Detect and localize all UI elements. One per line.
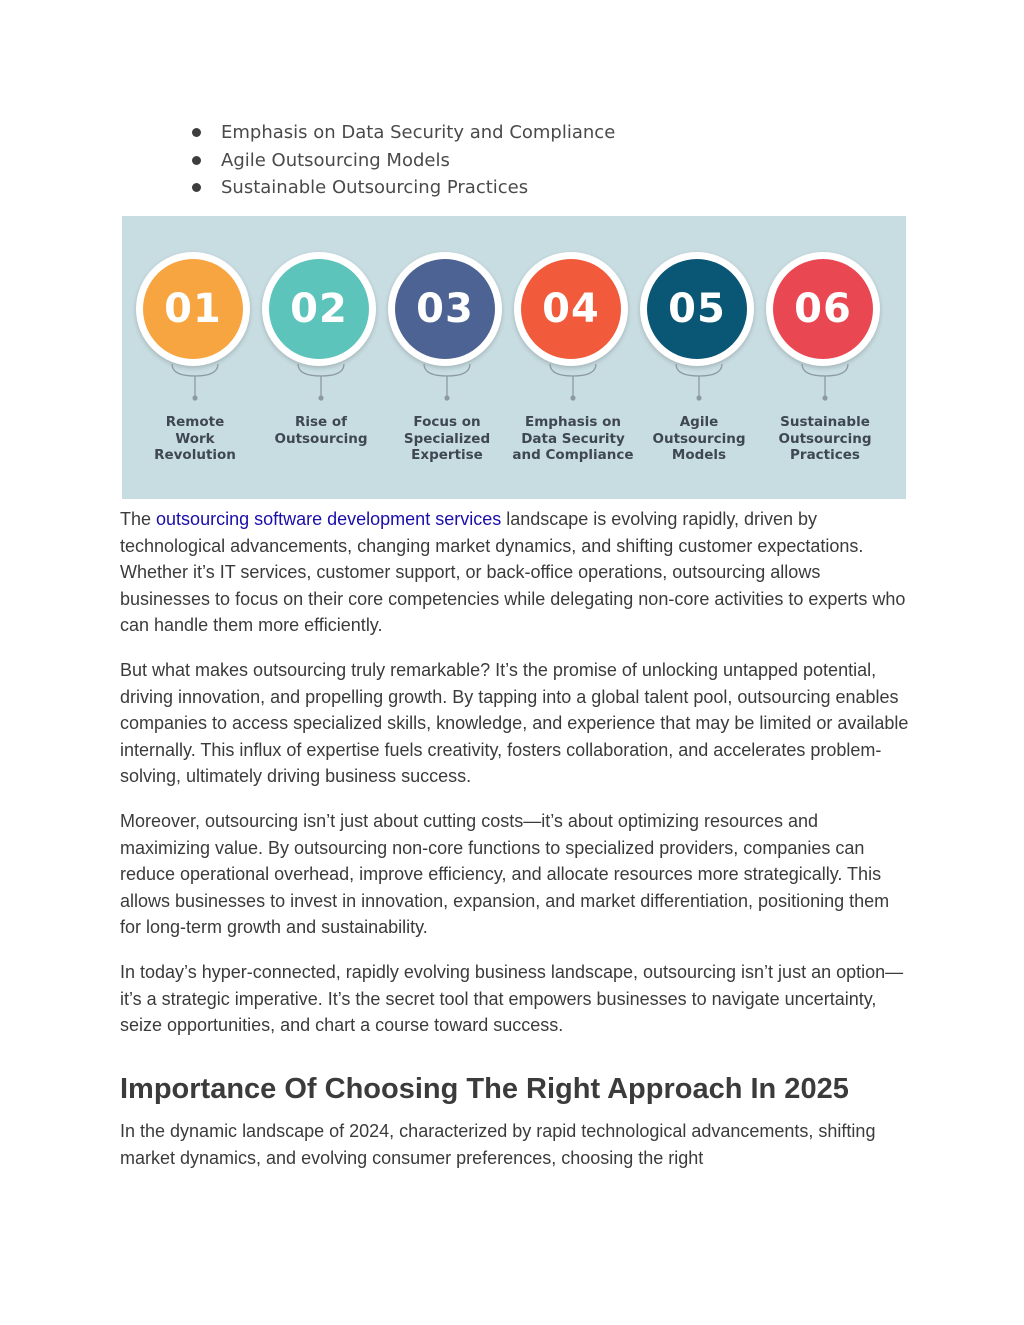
- step-number-badge: 03: [395, 259, 495, 359]
- list-item: [190, 119, 615, 147]
- step-number-badge: 05: [647, 259, 747, 359]
- connector-icon: [258, 356, 384, 406]
- paragraph-costs: Moreover, outsourcing isn’t just about cutting costs—it’s about optimizing resources and maximizing value. By outsourcing non-core functions to specialized providers, companies can reduce operational overhead, improve efficiency, and allocate resources more strategically. This allows businesses to invest in innovation, expansion, and market differentiation, positioning them for long-term growth and sustainability.: [120, 811, 890, 938]
- step-1: [132, 216, 258, 499]
- paragraph-text: The: [120, 509, 157, 529]
- bullet-text: Sustainable Outsourcing Practices: [221, 177, 529, 198]
- step-3: [384, 216, 510, 499]
- step-label: Emphasis on Data Security and Compliance: [512, 414, 634, 463]
- step-number-badge: 01: [143, 259, 243, 359]
- step-2: [258, 216, 384, 499]
- list-item: [190, 174, 615, 202]
- bullet-dot-icon: [192, 183, 201, 192]
- paragraph-intro: [120, 506, 910, 639]
- connector-icon: [636, 356, 762, 406]
- paragraph-potential: But what makes outsourcing truly remarkable? It’s the promise of unlocking untapped potential, driving innovation, and propelling growth. By tapping into a global talent pool, outsourcing enables companies to access specialized skills, knowledge, and experience that may be limited or available internally. This influx of expertise fuels creativity, fosters collaboration, and accelerates problem-solving, ultimately driving business success.: [120, 660, 909, 787]
- list-item: [190, 147, 615, 175]
- section-heading: Importance Of Choosing The Right Approach In 2025: [120, 1073, 849, 1105]
- step-5: [636, 216, 762, 499]
- step-4: [510, 216, 636, 499]
- step-label: Rise of Outsourcing: [274, 414, 368, 447]
- step-label: Remote Work Revolution: [154, 414, 236, 463]
- connector-icon: [510, 356, 636, 406]
- connector-icon: [762, 356, 888, 406]
- step-6: [762, 216, 888, 499]
- step-number-badge: 02: [269, 259, 369, 359]
- step-number-badge: 06: [773, 259, 873, 359]
- connector-icon: [132, 356, 258, 406]
- connector-icon: [384, 356, 510, 406]
- step-label: Sustainable Outsourcing Practices: [778, 414, 872, 463]
- paragraph-imperative: In today’s hyper-connected, rapidly evolving business landscape, outsourcing isn’t just an option—it’s a strategic imperative. It’s the secret tool that empowers businesses to navigate uncertainty, seize opportunities, and chart a course toward success.: [120, 962, 904, 1036]
- bullet-dot-icon: [192, 128, 201, 137]
- bullet-text: Emphasis on Data Security and Compliance: [221, 122, 616, 143]
- outsourcing-services-link[interactable]: outsourcing software development services: [156, 509, 502, 529]
- step-label: Agile Outsourcing Models: [652, 414, 746, 463]
- paragraph-section-intro: In the dynamic landscape of 2024, characterized by rapid technological advancements, shifting market dynamics, and evolving consumer preferences, choosing the right: [120, 1121, 876, 1168]
- bullet-dot-icon: [192, 156, 201, 165]
- step-label: Focus on Specialized Expertise: [403, 414, 491, 463]
- bullet-list: [190, 119, 615, 202]
- bullet-text: Agile Outsourcing Models: [221, 149, 450, 171]
- step-number-badge: 04: [521, 259, 621, 359]
- trends-infographic: [122, 216, 906, 499]
- paragraph-text: landscape is evolving rapidly, driven by technological advancements, changing market dynamics, and shifting customer expectations. Whether it’s IT services, customer support, or back-office operations, outsourcing allows businesses to focus on their core competencies while delegating non-core activities to experts who can handle them more efficiently.: [120, 509, 906, 636]
